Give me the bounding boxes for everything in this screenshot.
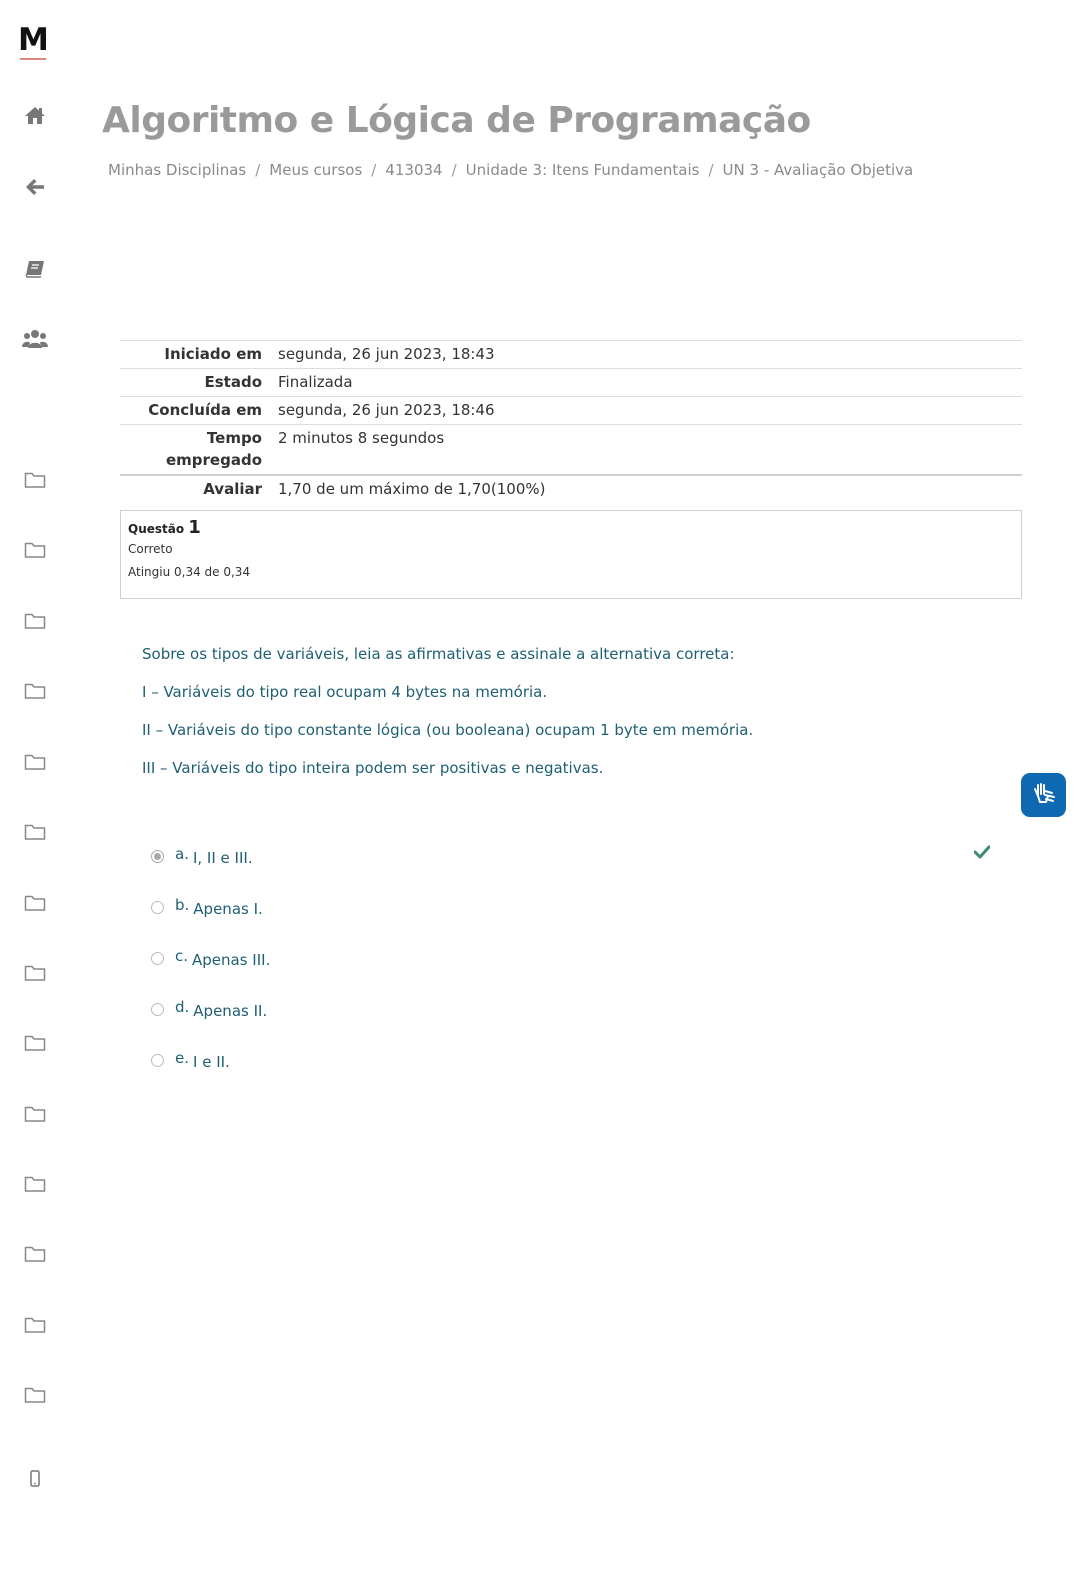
site-logo[interactable]: M [18, 22, 48, 58]
breadcrumb-separator: / [371, 161, 377, 179]
folder-icon[interactable] [22, 892, 48, 914]
answer-letter: b. [175, 896, 190, 914]
summary-value: segunda, 26 jun 2023, 18:43 [278, 345, 495, 363]
summary-row [120, 475, 1022, 503]
book-icon[interactable] [22, 258, 48, 280]
breadcrumb [108, 161, 913, 179]
question-label: Questão [128, 522, 185, 536]
folder-icon[interactable] [22, 1103, 48, 1125]
answer-radio[interactable] [151, 952, 164, 965]
answer-option-b[interactable] [148, 896, 998, 947]
folder-icon[interactable] [22, 751, 48, 773]
breadcrumb-item[interactable]: 413034 [385, 161, 443, 179]
mobile-icon[interactable] [22, 1468, 48, 1490]
answer-text: I e II. [193, 1053, 230, 1071]
folder-icon[interactable] [22, 1032, 48, 1054]
sign-language-hands-icon [1030, 781, 1058, 809]
answer-text: I, II e III. [192, 849, 253, 867]
answer-radio[interactable] [151, 1003, 164, 1016]
home-icon[interactable] [22, 104, 48, 126]
back-arrow-icon[interactable] [22, 176, 48, 198]
breadcrumb-item[interactable]: Unidade 3: Itens Fundamentais [465, 161, 700, 179]
users-icon[interactable] [22, 328, 48, 350]
answer-radio[interactable] [151, 1054, 164, 1067]
attempt-summary-table [120, 340, 1022, 503]
summary-row [120, 369, 1022, 397]
answer-option-d[interactable] [148, 998, 998, 1049]
summary-value: 1,70 de um máximo de 1,70(100%) [278, 480, 546, 498]
folder-icon[interactable] [22, 539, 48, 561]
answer-options [148, 845, 998, 1100]
summary-label: Estado [204, 373, 262, 391]
folder-icon[interactable] [22, 469, 48, 491]
breadcrumb-item[interactable]: Meus cursos [269, 161, 363, 179]
question-statement: II – Variáveis do tipo constante lógica (ou booleana) ocupam 1 byte em memória. [142, 721, 754, 739]
folder-icon[interactable] [22, 1173, 48, 1195]
summary-label: Iniciado em [164, 345, 262, 363]
answer-text: Apenas II. [193, 1002, 268, 1020]
answer-radio[interactable] [151, 850, 164, 863]
question-number-value: 1 [188, 517, 201, 538]
folder-icon[interactable] [22, 821, 48, 843]
breadcrumb-item[interactable]: UN 3 - Avaliação Objetiva [722, 161, 914, 179]
answer-option-c[interactable] [148, 947, 998, 998]
breadcrumb-separator: / [255, 161, 261, 179]
folder-icon[interactable] [22, 962, 48, 984]
breadcrumb-separator: / [708, 161, 714, 179]
answer-text: Apenas I. [193, 900, 263, 918]
folder-icon[interactable] [22, 1243, 48, 1265]
question-number [128, 517, 1014, 538]
breadcrumb-item[interactable]: Minhas Disciplinas [108, 161, 247, 179]
question-info-box [120, 510, 1022, 599]
answer-letter: e. [175, 1049, 189, 1067]
folder-icon[interactable] [22, 680, 48, 702]
question-statement: I – Variáveis do tipo real ocupam 4 bytes na memória. [142, 683, 548, 701]
summary-label: Tempo empregado [165, 429, 262, 469]
answer-option-e[interactable] [148, 1049, 998, 1100]
summary-row [120, 425, 1022, 476]
answer-letter: c. [175, 947, 189, 965]
folder-icon[interactable] [22, 1314, 48, 1336]
question-text [142, 643, 753, 795]
folder-icon[interactable] [22, 610, 48, 632]
sign-language-widget[interactable] [1021, 773, 1066, 817]
answer-letter: d. [175, 998, 190, 1016]
question-statement: III – Variáveis do tipo inteira podem ser positivas e negativas. [142, 759, 604, 777]
question-prompt: Sobre os tipos de variáveis, leia as afirmativas e assinale a alternativa correta: [142, 645, 735, 663]
summary-label: Avaliar [203, 480, 262, 498]
summary-value: Finalizada [278, 373, 353, 391]
correct-check-icon [974, 845, 990, 863]
sidebar [0, 0, 70, 1570]
summary-value: segunda, 26 jun 2023, 18:46 [278, 401, 495, 419]
answer-text: Apenas III. [192, 951, 271, 969]
answer-radio[interactable] [151, 901, 164, 914]
page-title: Algoritmo e Lógica de Programação [102, 100, 811, 141]
question-grade: Atingiu 0,34 de 0,34 [128, 565, 251, 579]
summary-value: 2 minutos 8 segundos [278, 429, 445, 447]
folder-icon[interactable] [22, 1384, 48, 1406]
summary-label: Concluída em [148, 401, 262, 419]
answer-letter: a. [175, 845, 189, 863]
answer-option-a[interactable] [148, 845, 998, 896]
summary-row [120, 341, 1022, 369]
question-state: Correto [128, 542, 173, 556]
summary-row [120, 397, 1022, 425]
breadcrumb-separator: / [451, 161, 457, 179]
